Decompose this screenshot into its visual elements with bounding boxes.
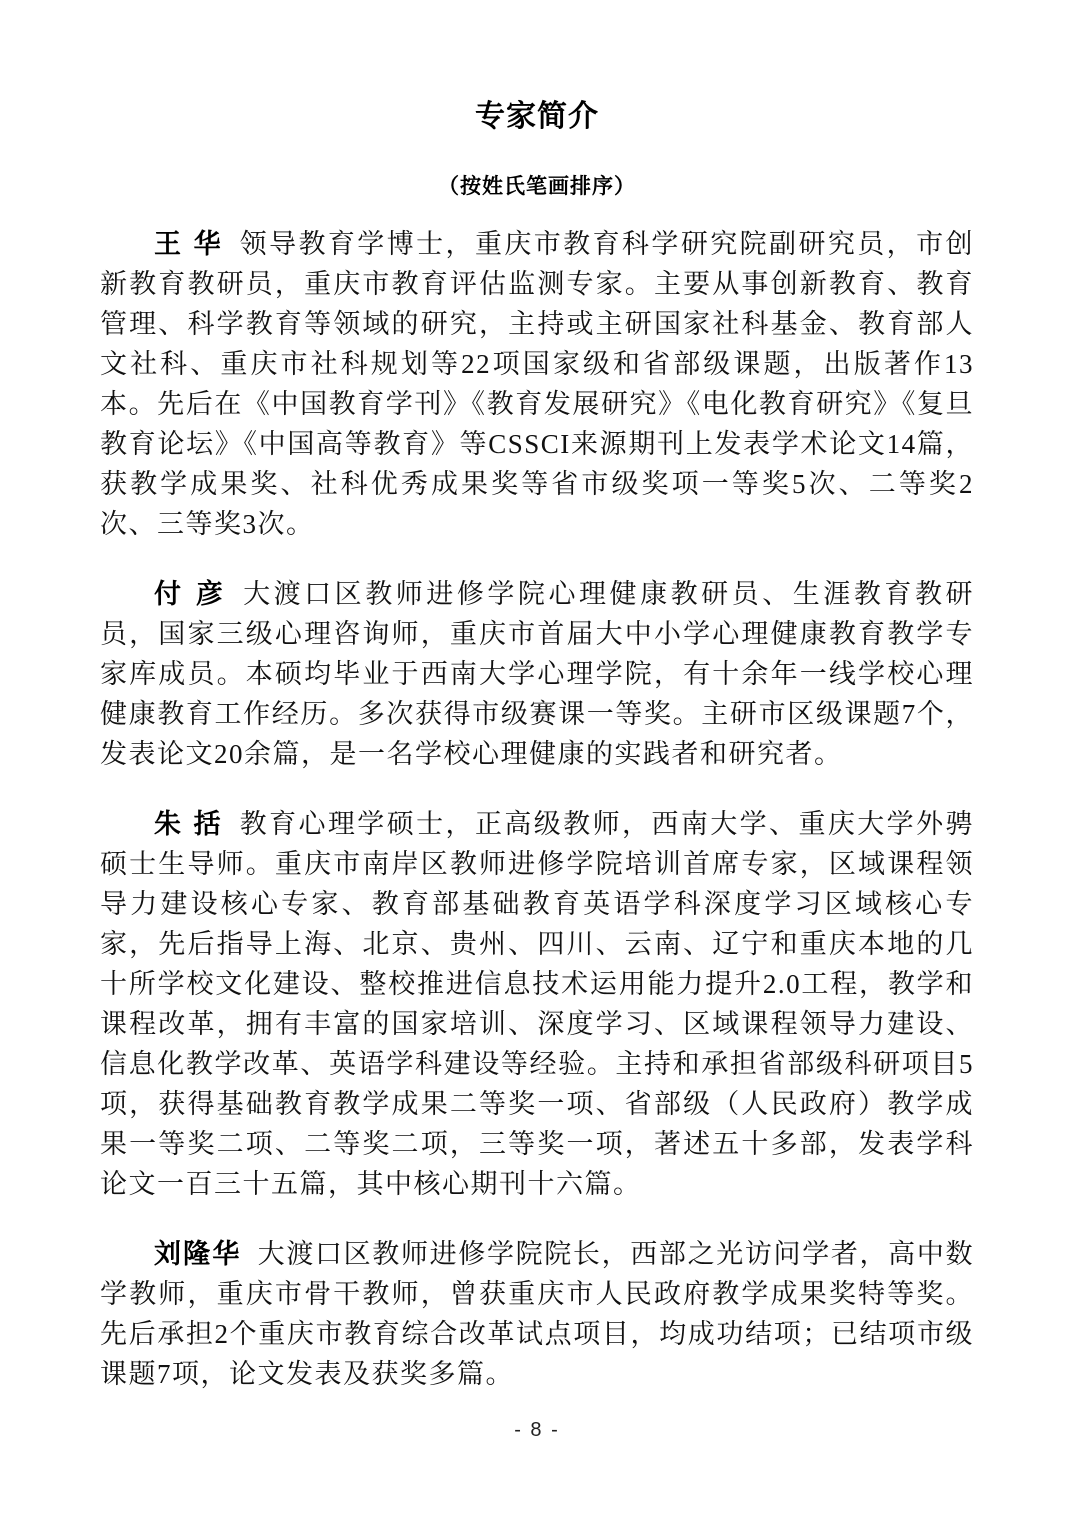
expert-bio-text: 教育心理学硕士，正高级教师，西南大学、重庆大学外骋硕士生导师。重庆市南岸区教师进修学院培训首席专家，区域课程领导力建设核心专家、教育部基础教育英语学科深度学习区域核心专家，先后指导上海、北京、贵州、四川、云南、辽宁和重庆本地的几十所学校文化建设、整校推进信息技术运用能力提升2.0工程，教学和课程改革，拥有丰富的国家培训、深度学习、区域课程领导力建设、信息化教学改革、英语学科建设等经验。主持和承担省部级科研项目5项，获得基础教育教学成果二等奖一项、省部级（人民政府）教学成果一等奖二项、二等奖二项，三等奖一项，著述五十多部，发表学科论文一百三十五篇，其中核心期刊十六篇。 xyxy=(100,809,975,1199)
expert-bio-text: 领导教育学博士，重庆市教育科学研究院副研究员，市创新教育教研员，重庆市教育评估监测专家。主要从事创新教育、教育管理、科学教育等领域的研究，主持或主研国家社科基金、教育部人文社科、重庆市社科规划等22项国家级和省部级课题，出版著作13本。先后在《中国教育学刊》《教育发展研究》《电化教育研究》《复旦教育论坛》《中国高等教育》等CSSCI来源期刊上发表学术论文14篇，获教学成果奖、社科优秀成果奖等省市级奖项一等奖5次、二等奖2次、三等奖3次。 xyxy=(100,229,975,539)
expert-name: 刘隆华 xyxy=(154,1239,242,1269)
expert-bio-paragraph xyxy=(100,224,974,544)
page-title: 专家简介 xyxy=(475,100,599,133)
expert-name: 朱 括 xyxy=(154,809,224,839)
expert-name: 付 彦 xyxy=(154,579,227,609)
page-subtitle: （按姓氏笔画排序） xyxy=(438,174,636,198)
expert-bio-paragraph xyxy=(100,804,974,1204)
expert-name: 王 华 xyxy=(154,229,224,259)
page-number: - 8 - xyxy=(514,1419,560,1441)
expert-bio-text: 大渡口区教师进修学院院长，西部之光访问学者，高中数学教师，重庆市骨干教师，曾获重庆市人民政府教学成果奖特等奖。先后承担2个重庆市教育综合改革试点项目，均成功结项；已结项市级课题7项，论文发表及获奖多篇。 xyxy=(100,1239,975,1389)
expert-bio-text: 大渡口区教师进修学院心理健康教研员、生涯教育教研员，国家三级心理咨询师，重庆市首届大中小学心理健康教育教学专家库成员。本硕均毕业于西南大学心理学院，有十余年一线学校心理健康教育工作经历。多次获得市级赛课一等奖。主研市区级课题7个，发表论文20余篇，是一名学校心理健康的实践者和研究者。 xyxy=(100,579,975,769)
expert-bio-paragraph xyxy=(100,574,974,774)
document-body xyxy=(100,224,974,1394)
expert-bio-paragraph xyxy=(100,1234,974,1394)
